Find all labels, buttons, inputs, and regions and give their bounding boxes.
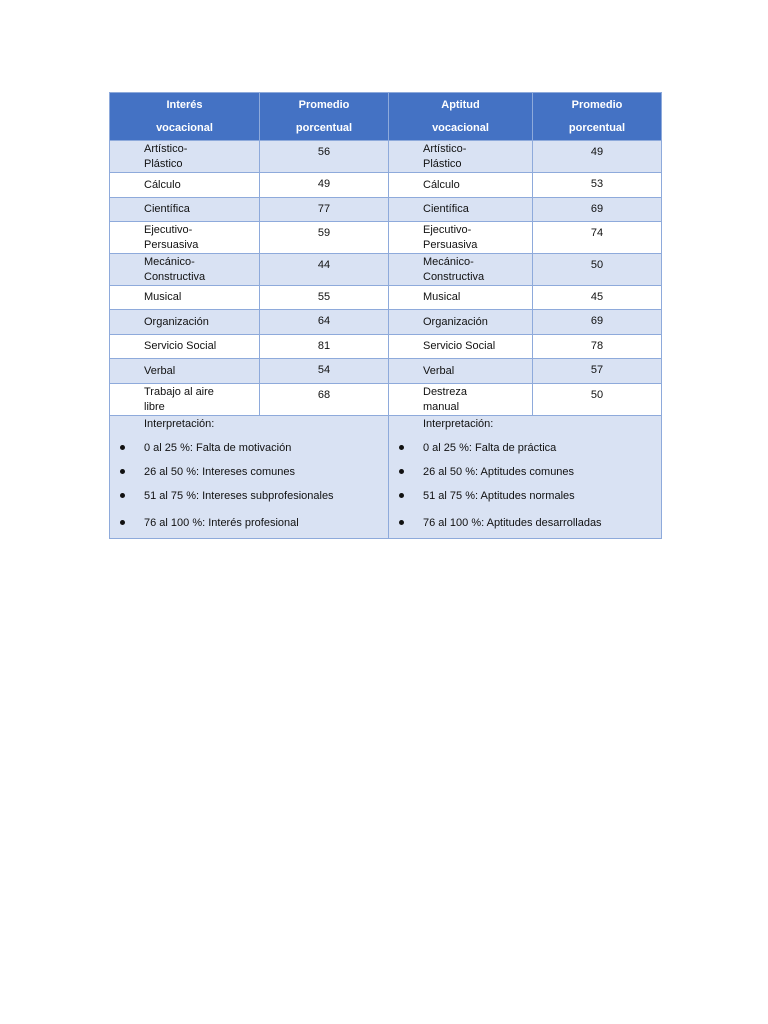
table-row <box>110 198 662 222</box>
table-row <box>110 173 662 198</box>
bullet-icon <box>120 469 125 474</box>
aptitud-name-cell: Artístico- Plástico <box>389 141 533 173</box>
vocational-results-table <box>109 92 662 539</box>
table-row <box>110 359 662 384</box>
interes-value-cell: 68 <box>260 384 389 416</box>
interes-value-cell: 44 <box>260 254 389 286</box>
aptitud-interpretation-list <box>389 441 661 530</box>
list-item: 76 al 100 %: Aptitudes desarrolladas <box>389 516 661 530</box>
interes-interpretation-list <box>110 441 388 530</box>
aptitud-value-cell: 45 <box>533 286 662 310</box>
table-row <box>110 254 662 286</box>
interes-value-cell: 49 <box>260 173 389 198</box>
bullet-icon <box>120 493 125 498</box>
aptitud-name-cell: Destreza manual <box>389 384 533 416</box>
interes-name-cell: Ejecutivo- Persuasiva <box>110 222 260 254</box>
interes-name-cell: Cálculo <box>110 173 260 198</box>
aptitud-value-cell: 57 <box>533 359 662 384</box>
interes-interpretation-title: Interpretación: <box>144 418 215 430</box>
aptitud-value-cell: 53 <box>533 173 662 198</box>
aptitud-value-cell: 50 <box>533 254 662 286</box>
list-item: 51 al 75 %: Aptitudes normales <box>389 489 661 503</box>
bullet-icon <box>399 520 404 525</box>
table-header-row <box>110 93 662 141</box>
interpretation-row <box>110 416 662 539</box>
list-item: 76 al 100 %: Interés profesional <box>110 516 388 530</box>
list-item: 26 al 50 %: Aptitudes comunes <box>389 465 661 479</box>
aptitud-interpretation-title: Interpretación: <box>423 418 494 430</box>
aptitud-name-cell: Cálculo <box>389 173 533 198</box>
aptitud-value-cell: 78 <box>533 335 662 359</box>
list-item: 51 al 75 %: Intereses subprofesionales <box>110 489 388 503</box>
bullet-icon <box>120 520 125 525</box>
aptitud-name-cell: Ejecutivo- Persuasiva <box>389 222 533 254</box>
interes-name-cell: Trabajo al aire libre <box>110 384 260 416</box>
table-row <box>110 310 662 335</box>
aptitud-value-cell: 69 <box>533 310 662 335</box>
bullet-icon <box>120 445 125 450</box>
interes-name-cell: Musical <box>110 286 260 310</box>
table-row <box>110 141 662 173</box>
interes-name-cell: Verbal <box>110 359 260 384</box>
header-promedio-porcentual-interes: Promedio porcentual <box>260 93 389 141</box>
aptitud-value-cell: 49 <box>533 141 662 173</box>
interes-value-cell: 64 <box>260 310 389 335</box>
table-row <box>110 335 662 359</box>
interes-value-cell: 59 <box>260 222 389 254</box>
aptitud-name-cell: Verbal <box>389 359 533 384</box>
aptitud-name-cell: Mecánico- Constructiva <box>389 254 533 286</box>
aptitud-name-cell: Musical <box>389 286 533 310</box>
header-interes-vocacional: Interés vocacional <box>110 93 260 141</box>
table-row <box>110 286 662 310</box>
interes-name-cell: Servicio Social <box>110 335 260 359</box>
interes-name-cell: Artístico- Plástico <box>110 141 260 173</box>
list-item: 26 al 50 %: Intereses comunes <box>110 465 388 479</box>
list-item: 0 al 25 %: Falta de práctica <box>389 441 661 455</box>
interes-interpretation-cell <box>110 416 389 539</box>
interes-name-cell: Organización <box>110 310 260 335</box>
interes-value-cell: 77 <box>260 198 389 222</box>
bullet-icon <box>399 493 404 498</box>
bullet-icon <box>399 469 404 474</box>
header-promedio-porcentual-aptitud: Promedio porcentual <box>533 93 662 141</box>
aptitud-value-cell: 50 <box>533 384 662 416</box>
aptitud-value-cell: 69 <box>533 198 662 222</box>
aptitud-name-cell: Científica <box>389 198 533 222</box>
header-aptitud-vocacional: Aptitud vocacional <box>389 93 533 141</box>
interes-value-cell: 81 <box>260 335 389 359</box>
aptitud-name-cell: Organización <box>389 310 533 335</box>
interes-value-cell: 54 <box>260 359 389 384</box>
interes-name-cell: Mecánico- Constructiva <box>110 254 260 286</box>
aptitud-name-cell: Servicio Social <box>389 335 533 359</box>
interes-value-cell: 55 <box>260 286 389 310</box>
list-item: 0 al 25 %: Falta de motivación <box>110 441 388 455</box>
table-row <box>110 384 662 416</box>
aptitud-interpretation-cell <box>389 416 662 539</box>
bullet-icon <box>399 445 404 450</box>
results-table-container <box>109 92 661 539</box>
table-row <box>110 222 662 254</box>
interes-value-cell: 56 <box>260 141 389 173</box>
interes-name-cell: Científica <box>110 198 260 222</box>
aptitud-value-cell: 74 <box>533 222 662 254</box>
